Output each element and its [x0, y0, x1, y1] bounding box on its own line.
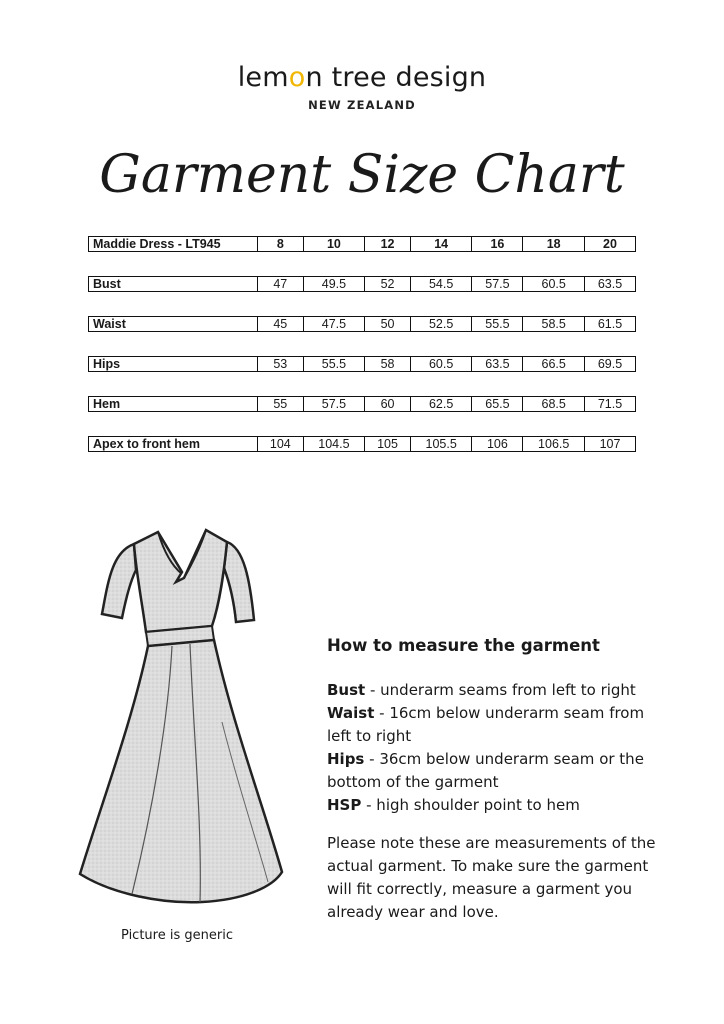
- measurement-cell: 53: [258, 357, 304, 372]
- measurement-cell: 60: [365, 397, 411, 412]
- measurement-cell: 47.5: [303, 317, 365, 332]
- measurement-cell: 55.5: [303, 357, 365, 372]
- instruction-item: [327, 794, 657, 817]
- measurement-cell: 52: [365, 277, 411, 292]
- measurement-cell: 49.5: [303, 277, 365, 292]
- instruction-desc: - 16cm below underarm seam from left to right: [327, 704, 645, 745]
- size-header-cell: 10: [303, 237, 365, 252]
- instruction-item: [327, 748, 657, 794]
- row-label: Hem: [89, 397, 258, 412]
- measurement-cell: 63.5: [584, 277, 635, 292]
- illustration-caption: Picture is generic: [121, 928, 233, 943]
- measurement-cell: 63.5: [472, 357, 523, 372]
- size-header-cell: 18: [523, 237, 585, 252]
- measurement-cell: 57.5: [472, 277, 523, 292]
- measurement-cell: 65.5: [472, 397, 523, 412]
- measurement-cell: 66.5: [523, 357, 585, 372]
- instruction-term: HSP: [327, 796, 362, 814]
- table-row: [89, 437, 636, 452]
- instructions-note: Please note these are measurements of the actual garment. To make sure the garment will fit correctly, measure a garment you already wear and love.: [327, 834, 656, 921]
- table-row: [89, 357, 636, 372]
- instruction-term: Waist: [327, 704, 375, 722]
- measurement-cell: 106.5: [523, 437, 585, 452]
- measurement-cell: 105: [365, 437, 411, 452]
- instructions-list: [327, 679, 657, 817]
- table-row: [89, 397, 636, 412]
- size-header-cell: 20: [584, 237, 635, 252]
- row-label: Waist: [89, 317, 258, 332]
- table-row: [89, 317, 636, 332]
- instruction-term: Hips: [327, 750, 365, 768]
- measurement-cell: 54.5: [410, 277, 472, 292]
- page-title: [0, 130, 724, 220]
- brand-logo-dot: o: [288, 62, 306, 93]
- row-label: Hips: [89, 357, 258, 372]
- measurement-cell: 45: [258, 317, 304, 332]
- table-row: [89, 277, 636, 292]
- measurement-cell: 107: [584, 437, 635, 452]
- instructions-heading: How to measure the garment: [327, 636, 600, 655]
- measurement-cell: 61.5: [584, 317, 635, 332]
- row-label: Bust: [89, 277, 258, 292]
- measurement-cell: 60.5: [523, 277, 585, 292]
- measurement-cell: 69.5: [584, 357, 635, 372]
- measurement-cell: 55: [258, 397, 304, 412]
- measurement-cell: 62.5: [410, 397, 472, 412]
- brand-logo: lemon tree design: [237, 62, 487, 93]
- row-label: Apex to front hem: [89, 437, 258, 452]
- size-header-cell: 8: [258, 237, 304, 252]
- measurement-cell: 55.5: [472, 317, 523, 332]
- instruction-desc: - 36cm below underarm seam or the bottom of the garment: [327, 750, 644, 791]
- measurement-cell: 57.5: [303, 397, 365, 412]
- dress-illustration: [72, 522, 292, 922]
- instruction-item: [327, 702, 657, 748]
- measurement-cell: 58: [365, 357, 411, 372]
- measurement-cell: 50: [365, 317, 411, 332]
- row-label: Maddie Dress - LT945: [89, 237, 258, 252]
- measurement-cell: 52.5: [410, 317, 472, 332]
- brand-subtitle: NEW ZEALAND: [308, 98, 416, 112]
- measure-instructions: [327, 634, 657, 924]
- svg-text:Garment Size Chart: Garment Size Chart: [99, 145, 625, 205]
- measurement-cell: 58.5: [523, 317, 585, 332]
- table-header-row: [89, 237, 636, 252]
- measurement-cell: 60.5: [410, 357, 472, 372]
- instruction-desc: - underarm seams from left to right: [365, 681, 636, 699]
- size-header-cell: 14: [410, 237, 472, 252]
- measurement-cell: 105.5: [410, 437, 472, 452]
- instruction-desc: - high shoulder point to hem: [361, 796, 580, 814]
- instruction-term: Bust: [327, 681, 366, 699]
- size-chart-table: [88, 236, 636, 452]
- measurement-cell: 68.5: [523, 397, 585, 412]
- measurement-cell: 106: [472, 437, 523, 452]
- measurement-cell: 104.5: [303, 437, 365, 452]
- measurement-cell: 47: [258, 277, 304, 292]
- size-header-cell: 12: [365, 237, 411, 252]
- measurement-cell: 104: [258, 437, 304, 452]
- instruction-item: [327, 679, 657, 702]
- size-header-cell: 16: [472, 237, 523, 252]
- measurement-cell: 71.5: [584, 397, 635, 412]
